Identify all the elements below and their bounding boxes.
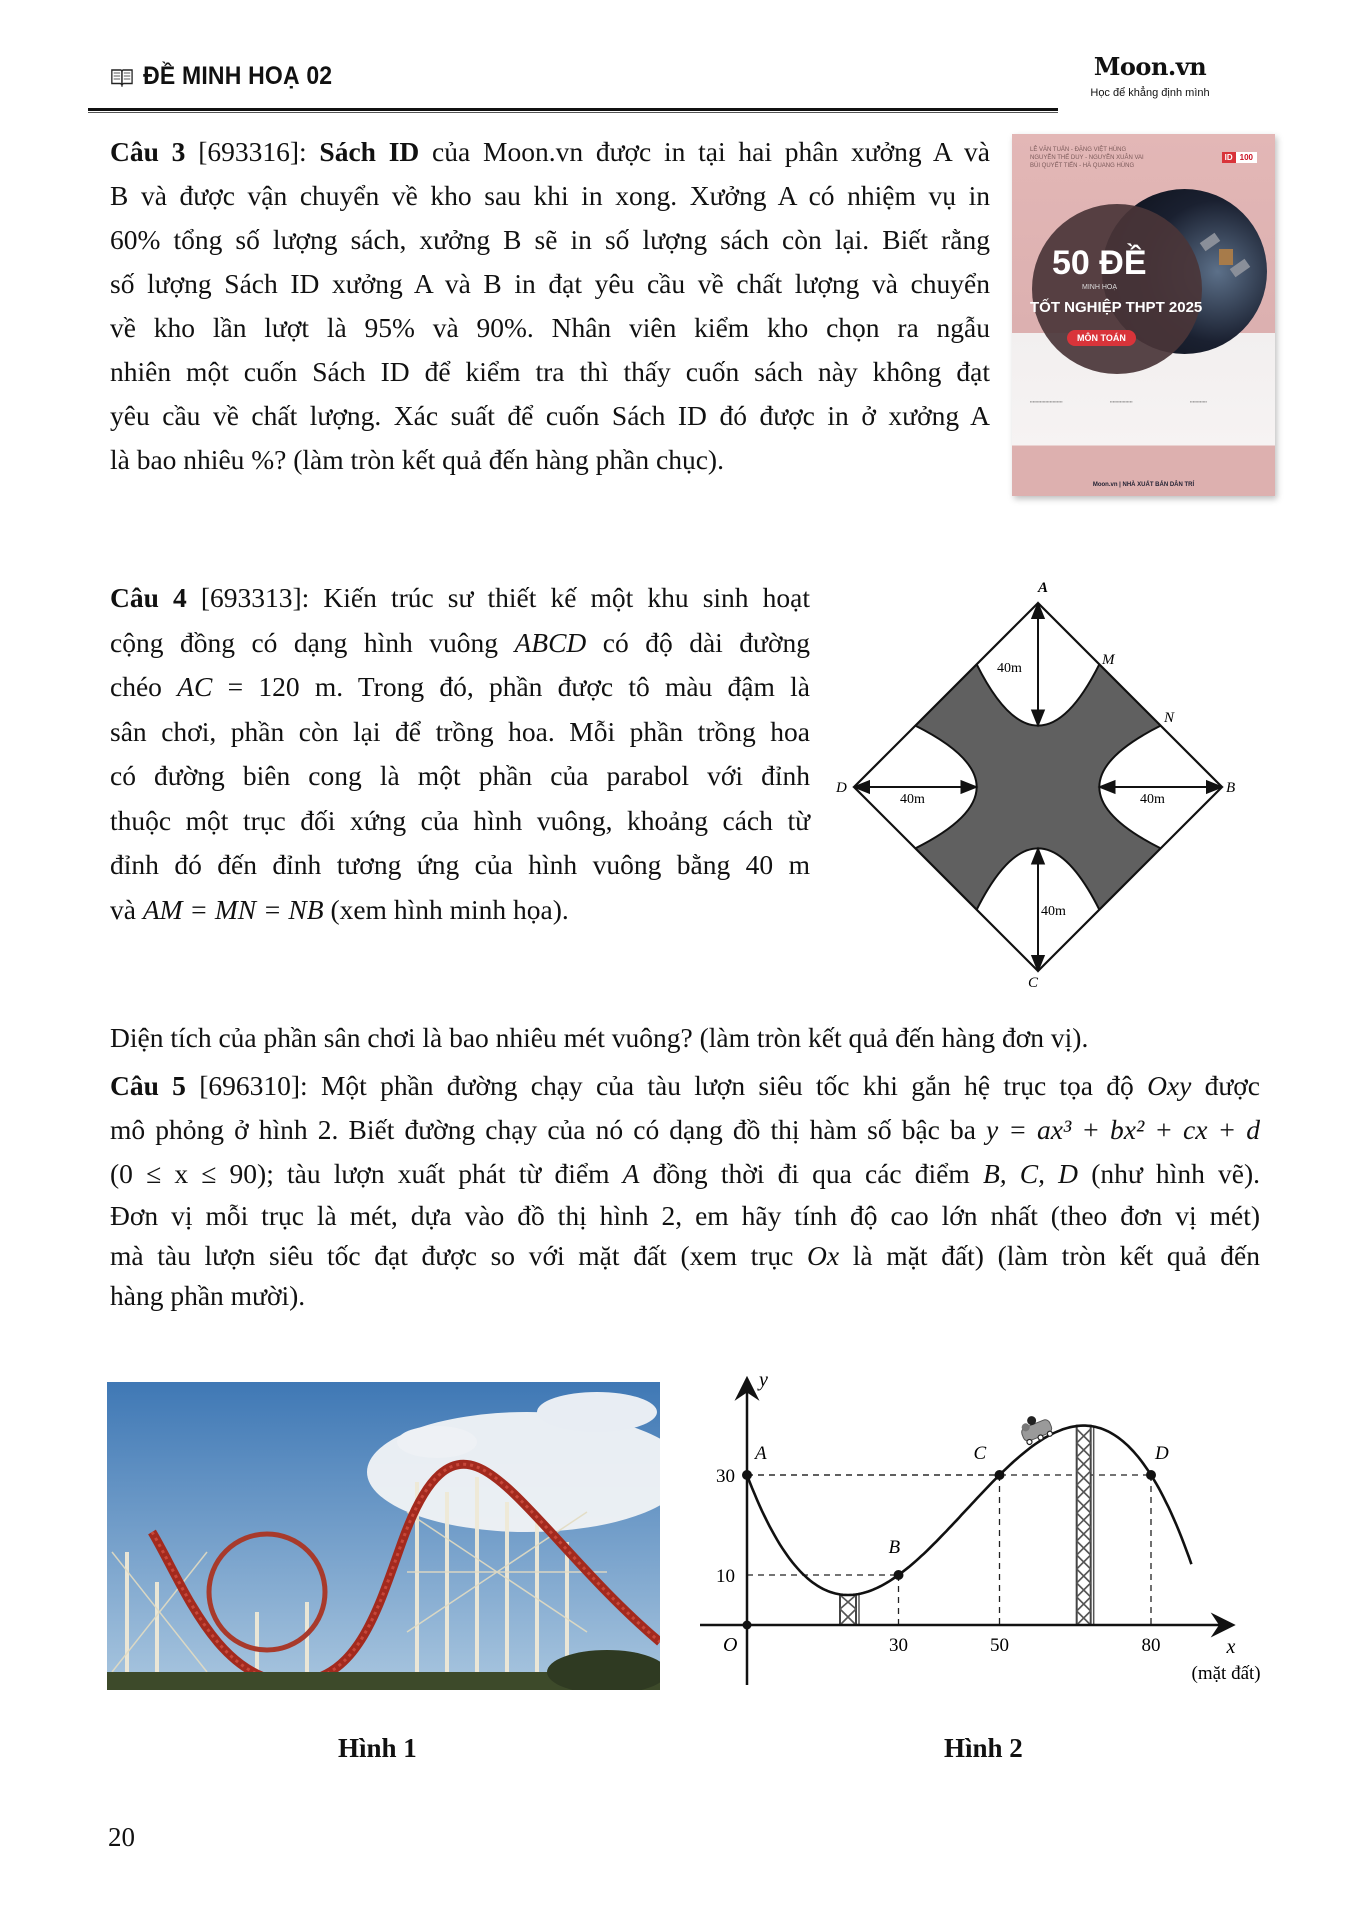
vertex-label-b: B <box>1226 780 1236 796</box>
q3-bold-term: Sách ID <box>319 136 420 167</box>
math-cubic-formula: y = ax³ + bx² + cx + d <box>986 1114 1260 1145</box>
header-rule <box>88 108 1058 111</box>
q4-line <box>110 888 810 933</box>
coaster-car-icon <box>1017 1410 1055 1445</box>
point-label-n: N <box>1164 710 1175 726</box>
cover-info-block: ▪▪▪▪▪▪▪▪▪▪▪▪▪▪▪▪▪▪▪▪▪▪▪ <box>1030 399 1063 404</box>
q3-text: của Moon.vn được in tại hai phân xưởng A và <box>419 136 990 167</box>
math-a: A <box>622 1158 640 1189</box>
q3-id: [693316] <box>198 136 300 167</box>
q5-text: mô phỏng ở hình 2. Biết đường chạy của nó có dạng đồ thị hàm số bậc ba <box>110 1114 987 1145</box>
point-label-m: M <box>1102 652 1115 668</box>
satellite-icon <box>1197 229 1257 289</box>
q3-line: là bao nhiêu %? (làm tròn kết quả đến hàng phần chục). <box>110 444 724 475</box>
cover-author: NGUYỄN THẾ DUY - NGUYỄN XUÂN VAI <box>1030 155 1144 161</box>
point-label-d: D <box>1155 1443 1169 1464</box>
q3-line: yêu cầu về chất lượng. Xác suất để cuốn Sách ID đó được in ở xưởng A <box>110 400 990 431</box>
cover-subtitle: MINH HOẠ <box>1082 284 1117 291</box>
q4-label: Câu 4 <box>110 582 187 613</box>
q5-text: đồng thời đi qua các điểm <box>639 1158 983 1189</box>
q4-line <box>110 665 810 710</box>
data-point-c <box>995 1470 1005 1480</box>
q5-text: mà tàu lượn siêu tốc đạt được so với mặt đất (xem trục <box>110 1240 808 1271</box>
open-book-icon <box>110 67 134 87</box>
q4-line: có đường biên cong là một phần của parabol với đỉnh <box>110 760 810 791</box>
q3-line: nhiên một cuốn Sách ID để kiểm tra thì thấy cuốn sách này không đạt <box>110 356 990 387</box>
q5-line: hàng phần mười). <box>110 1280 306 1311</box>
cover-id-badge <box>1222 152 1257 163</box>
q5-text: : Một phần đường chạy của tàu lượn siêu tốc khi gắn hệ trục tọa độ <box>300 1070 1148 1101</box>
math-oxy: Oxy <box>1147 1070 1192 1101</box>
y-axis-label: y <box>759 1370 768 1391</box>
cover-headline: TỐT NGHIỆP THPT 2025 <box>1030 299 1203 316</box>
data-point-a <box>742 1470 752 1480</box>
document-title: ĐỀ MINH HOẠ 02 <box>143 62 333 90</box>
dimension-label-bottom: 40m <box>1041 904 1066 919</box>
coaster-graph <box>700 1370 1300 1700</box>
q4-text: chéo <box>110 671 178 702</box>
point-label-a: A <box>755 1443 767 1464</box>
vertex-label-c: C <box>1028 975 1039 991</box>
q4-line: thuộc một trục đối xứng của hình vuông, khoảng cách từ <box>110 804 810 836</box>
cover-authors <box>1030 146 1200 170</box>
cover-info-block: ▪▪▪▪▪▪▪▪▪▪▪▪▪▪▪▪ <box>1110 399 1133 404</box>
cover-author: LÊ VĂN TUẤN - ĐẶNG VIỆT HÙNG <box>1030 147 1127 153</box>
vertex-label-a: A <box>1038 580 1049 596</box>
math-ac: AC <box>177 671 213 702</box>
q4-text: và <box>110 893 143 925</box>
dimension-label-left: 40m <box>900 792 925 807</box>
q5-text: được <box>1191 1070 1261 1101</box>
y-tick-label: 30 <box>716 1466 735 1487</box>
figure-1-caption: Hình 1 <box>338 1733 417 1763</box>
x-tick-label: 80 <box>1141 1635 1161 1656</box>
question-3 <box>110 130 990 482</box>
badge-id: ID <box>1222 152 1236 163</box>
vertex-label-d: D <box>836 780 847 796</box>
q5-line <box>110 1152 1260 1196</box>
q3-line: 60% tổng số lượng sách, xưởng B sẽ in số lượng sách còn lại. Biết rằng <box>110 224 990 255</box>
cover-circle <box>1032 204 1202 374</box>
q4-line <box>110 576 810 621</box>
q4-text: : Kiến trúc sư thiết kế một khu sinh hoạt <box>301 582 810 613</box>
playground-diagram <box>830 570 1250 1010</box>
cover-publisher: Moon.vn | NHÀ XUẤT BẢN DÂN TRÍ <box>1092 482 1195 488</box>
badge-num: 100 <box>1236 152 1257 163</box>
q5-label: Câu 5 <box>110 1070 186 1101</box>
data-point-d <box>1146 1470 1156 1480</box>
brand-logo <box>1060 52 1240 99</box>
q4-text: (xem hình minh họa). <box>323 893 569 925</box>
brand-tagline: Học để khẳng định mình <box>1090 87 1210 99</box>
question-5 <box>110 1064 1260 1316</box>
x-axis-note: (mặt đất) <box>1191 1663 1261 1684</box>
coaster-track-curve <box>747 1426 1191 1595</box>
q3-line: Câu 3 [693316]: Sách ID của Moon.vn được in tại hai phân xưởng A và <box>110 136 990 167</box>
origin-point <box>743 1621 752 1630</box>
q4-question: Diện tích của phần sân chơi là bao nhiêu mét vuông? (làm tròn kết quả đến hàng đơn vị). <box>110 1022 1089 1053</box>
q3-line: B và được vận chuyển về kho sau khi in xong. Xưởng A có nhiệm vụ in <box>110 180 990 211</box>
header-rule-thin <box>88 112 1058 113</box>
dimension-label-top: 40m <box>997 661 1022 676</box>
q4-id: [693313] <box>200 582 302 613</box>
data-point-b <box>894 1570 904 1580</box>
cover-info-block: ▪▪▪▪▪▪▪▪▪▪▪▪ <box>1190 399 1208 404</box>
dimension-label-right: 40m <box>1140 792 1165 807</box>
q4-text: cộng đồng có dạng hình vuông <box>110 626 515 658</box>
q5-text: là mặt đất) (làm tròn kết quả đến <box>839 1240 1260 1271</box>
q4-line: sân chơi, phần còn lại để trồng hoa. Mỗi phần trồng hoa <box>110 715 810 747</box>
q4-line <box>110 621 810 666</box>
math-am-mn-nb: AM = MN = NB <box>142 893 324 925</box>
brand-name: Moon.vn <box>1093 52 1207 81</box>
header-title <box>110 62 332 91</box>
x-tick-label: 30 <box>889 1635 908 1656</box>
x-axis-label: x <box>1226 1636 1236 1658</box>
math-domain: (0 ≤ x ≤ 90) <box>110 1158 267 1189</box>
question-4 <box>110 576 810 932</box>
q5-line <box>110 1236 1260 1276</box>
q3-label: Câu 3 <box>110 136 186 167</box>
y-tick-label: 10 <box>716 1566 735 1587</box>
point-label-b: B <box>888 1537 901 1558</box>
q5-text: ; tàu lượn xuất phát từ điểm <box>266 1158 623 1189</box>
q4-line: đỉnh đó đến đỉnh tương ứng của hình vuông bằng 40 m <box>110 849 810 880</box>
support-pillar <box>840 1595 856 1625</box>
book-cover-image <box>1012 134 1275 496</box>
q3-line: số lượng Sách ID xưởng A và B in đạt yêu cầu về chất lượng và chuyển <box>110 268 990 299</box>
q4-text: = 120 m. Trong đó, phần được tô màu đậm là <box>212 671 810 702</box>
x-tick-label: 50 <box>990 1635 1009 1656</box>
roller-coaster-photo <box>107 1382 660 1690</box>
q4-text: có độ dài đường <box>586 626 810 658</box>
point-label-c: C <box>973 1443 987 1464</box>
cover-title: 50 ĐỀ <box>1052 244 1147 282</box>
page-number: 20 <box>108 1822 135 1852</box>
math-abcd: ABCD <box>514 626 587 658</box>
q3-line: về kho lần lượt là 95% và 90%. Nhân viên kiểm kho chọn ra ngẫu <box>110 312 990 343</box>
q5-line <box>110 1064 1260 1108</box>
origin-label: O <box>723 1634 738 1656</box>
q5-id: [696310] <box>199 1070 301 1101</box>
cover-author: BÙI QUYẾT TIẾN - HÀ QUANG HÙNG <box>1030 163 1135 169</box>
q5-line: Đơn vị mỗi trục là mét, dựa vào đồ thị hình 2, em hãy tính độ cao lớn nhất (theo đơn vị mét) <box>110 1200 1260 1231</box>
q5-text: (như hình vẽ). <box>1078 1158 1260 1189</box>
q5-line <box>110 1108 1260 1152</box>
math-bcd: B, C, D <box>982 1158 1079 1189</box>
figure-2-caption: Hình 2 <box>944 1733 1023 1763</box>
math-ox: Ox <box>807 1240 840 1271</box>
cover-subject: MÔN TOÁN <box>1067 330 1136 346</box>
